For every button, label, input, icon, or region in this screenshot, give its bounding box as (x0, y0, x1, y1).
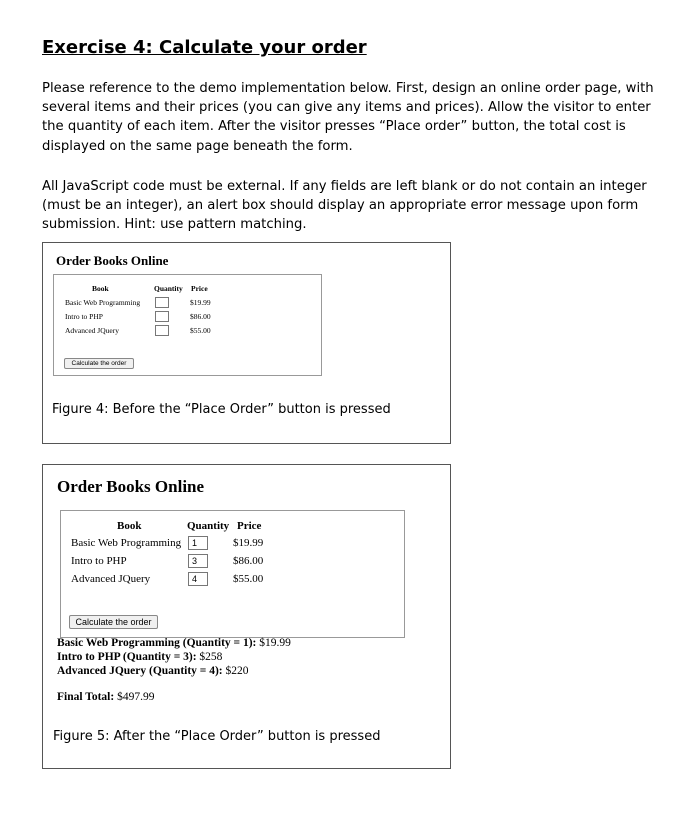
result-label: Intro to PHP (Quantity = 3): (57, 651, 197, 663)
instructions-paragraph: Please reference to the demo implementation below. First, design an online order page, with several items and their prices (you can give any items and prices). Allow the visitor to enter the quantity of each item. After the visitor presses “Place order” button, the total cost is displayed on the same page beneath the form. (42, 81, 654, 154)
item-price: $86.00 (233, 555, 264, 567)
figure-5-title: Order Books Online (57, 477, 205, 496)
figure-4-caption: Figure 4: Before the “Place Order” button is pressed (52, 402, 391, 417)
item-name: Basic Web Programming (65, 298, 141, 307)
result-label: Advanced JQuery (Quantity = 4): (57, 665, 223, 677)
requirements-paragraph: All JavaScript code must be external. If any fields are left blank or do not contain an integer (must be an integer), an alert box should display an appropriate error message upon form submission. Hint: use pattern matching. (42, 179, 647, 233)
item-name: Intro to PHP (65, 312, 103, 321)
figure-5-box (42, 464, 451, 769)
item-price: $86.00 (190, 312, 211, 321)
quantity-input[interactable]: 3 (188, 554, 208, 568)
price-header: Price (191, 284, 208, 293)
book-header: Book (92, 284, 109, 293)
item-name: Intro to PHP (71, 555, 127, 567)
final-total-label: Final Total: (57, 691, 115, 703)
item-price: $55.00 (233, 573, 264, 585)
quantity-input[interactable]: 4 (188, 572, 208, 586)
result-value: $258 (199, 651, 223, 663)
result-value: $19.99 (259, 637, 291, 649)
quantity-input[interactable] (155, 325, 169, 336)
figure-4-title: Order Books Online (56, 253, 169, 268)
result-label: Basic Web Programming (Quantity = 1): (57, 637, 257, 649)
final-total-value: $497.99 (117, 691, 155, 703)
figure-5-form (60, 510, 405, 638)
figure-4-box (42, 242, 451, 444)
result-line (57, 651, 222, 663)
quantity-header: Quantity (187, 520, 230, 532)
item-price: $19.99 (190, 298, 211, 307)
calculate-order-button[interactable]: Calculate the order (64, 358, 134, 369)
calculate-order-button[interactable]: Calculate the order (69, 615, 158, 629)
final-total (57, 691, 154, 703)
quantity-input[interactable]: 1 (188, 536, 208, 550)
item-price: $19.99 (233, 537, 264, 549)
item-name: Basic Web Programming (71, 537, 182, 549)
quantity-input[interactable] (155, 297, 169, 308)
quantity-header: Quantity (154, 284, 183, 293)
result-line (57, 637, 291, 649)
quantity-input[interactable] (155, 311, 169, 322)
figure-5-caption: Figure 5: After the “Place Order” button is pressed (53, 729, 381, 744)
item-name: Advanced JQuery (71, 573, 151, 585)
book-header: Book (117, 520, 142, 532)
exercise-heading: Exercise 4: Calculate your order (42, 37, 367, 58)
item-name: Advanced JQuery (65, 326, 119, 335)
result-line (57, 665, 249, 677)
price-header: Price (237, 520, 262, 532)
result-value: $220 (225, 665, 249, 677)
figure-4-form (53, 274, 322, 376)
item-price: $55.00 (190, 326, 211, 335)
